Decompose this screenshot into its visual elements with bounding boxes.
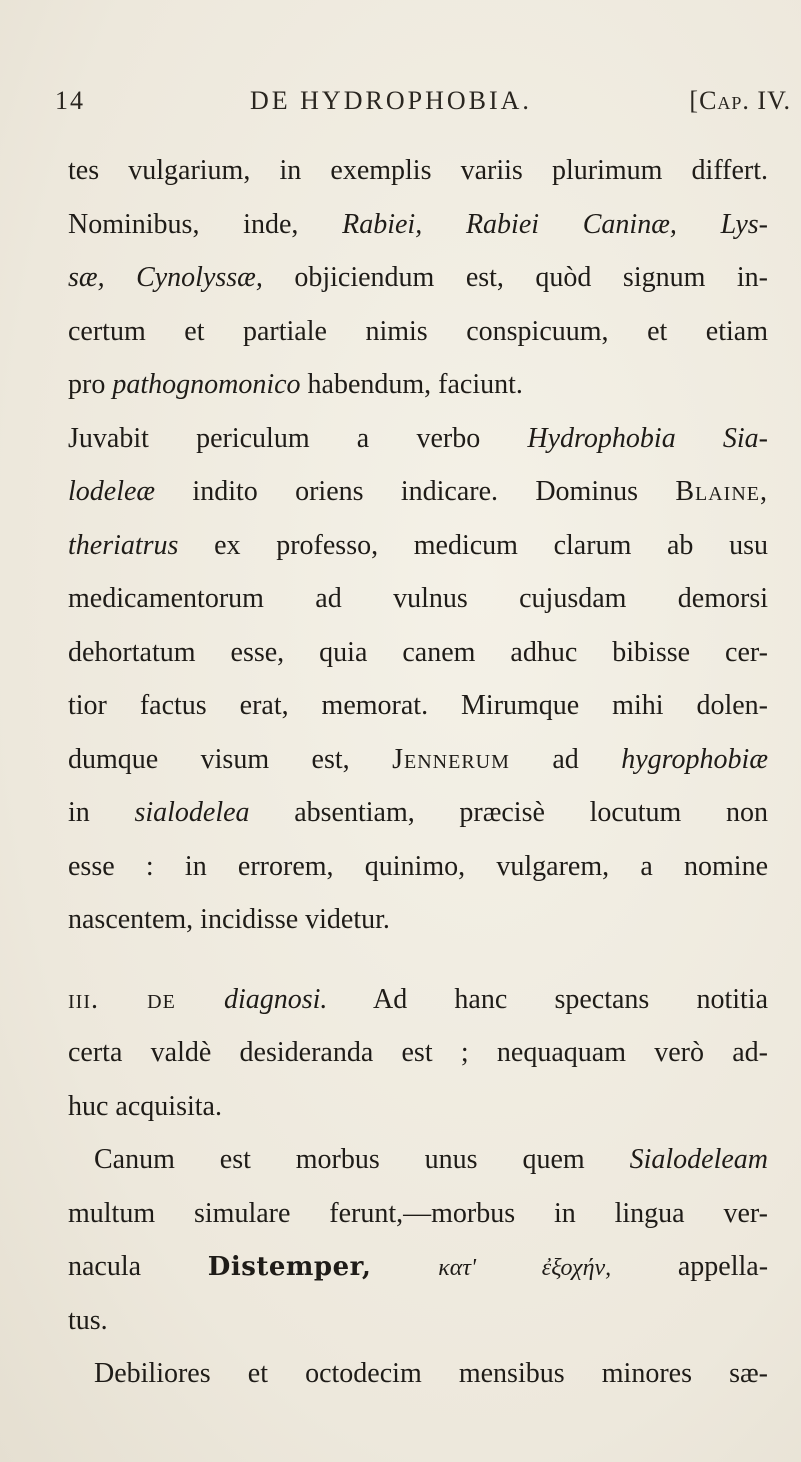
text-line: tes vulgarium, in exemplis variis plurimum differt. xyxy=(68,155,768,186)
paragraph-gap xyxy=(68,947,768,973)
running-title: DE HYDROPHOBIA. xyxy=(250,86,532,115)
text-line: dehortatum esse, quia canem adhuc bibisse cer- xyxy=(68,636,768,668)
page-header xyxy=(55,86,791,126)
text-line: multum simulare ferunt,—morbus in lingua ver- xyxy=(68,1197,768,1229)
greek-phrase: κατ' ἐξοχήν, xyxy=(438,1255,612,1281)
text-line: Canum est morbus unus quem Sialodeleam xyxy=(94,1144,768,1175)
text-line: Nominibus, inde, Rabiei, Rabiei Caninæ, Lys- xyxy=(68,208,768,240)
text-line: sæ, Cynolyssæ, objiciendum est, quòd signum in- xyxy=(68,262,768,293)
text-line: tior factus erat, memorat. Mirumque mihi dolen- xyxy=(68,690,768,721)
text-line: certa valdè desideranda est ; nequaquam verò ad- xyxy=(68,1037,768,1068)
text-line: certum et partiale nimis conspicuum, et etiam xyxy=(68,315,768,347)
text-line: nacula Distemper, κατ' ἐξοχήν, appella- xyxy=(68,1251,769,1282)
text-line: theriatrus ex professo, medicum clarum ab usu xyxy=(68,529,768,561)
page-number: 14 xyxy=(55,86,85,115)
text-line: dumque visum est, Jennerum ad hygrophobiæ xyxy=(68,743,768,775)
text-line: Juvabit periculum a verbo Hydrophobia Sia- xyxy=(68,422,768,454)
text-line: tus. xyxy=(68,1304,108,1336)
text-line: esse : in errorem, quinimo, vulgarem, a nomine xyxy=(68,850,768,882)
blackletter-term: Distemper, xyxy=(207,1252,372,1282)
text-line: huc acquisita. xyxy=(68,1090,222,1122)
text-line: iii. de diagnosi. Ad hanc spectans notitia xyxy=(68,983,769,1015)
text-line: nascentem, incidisse videtur. xyxy=(68,904,390,935)
text-line: medicamentorum ad vulnus cujusdam demorsi xyxy=(68,583,768,614)
text-line: in sialodelea absentiam, præcisè locutum non xyxy=(68,797,768,828)
text-line: Debiliores et octodecim mensibus minores sæ- xyxy=(94,1358,768,1389)
text-line: pro pathognomonico habendum, faciunt. xyxy=(68,369,523,400)
chapter-label: [Cap. IV. xyxy=(689,86,791,115)
text-line: lodeleæ indito oriens indicare. Dominus Blaine, xyxy=(68,476,768,507)
body-text xyxy=(68,144,768,1401)
